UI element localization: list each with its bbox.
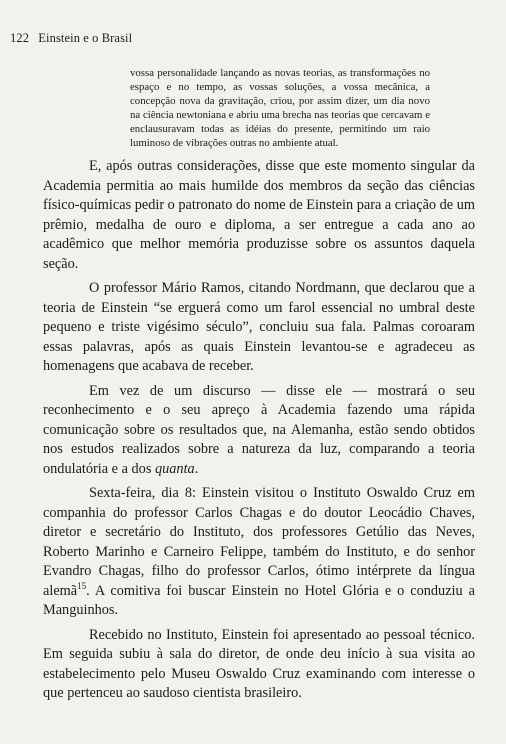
block-quote	[130, 67, 430, 150]
paragraph-4	[43, 484, 475, 621]
paragraph-5: Recebido no Instituto, Einstein foi apresentado ao pessoal técnico. Em seguida subiu à sala do diretor, de onde deu início à sua visita ao estabelecimento pelo Museu Oswaldo Cruz examinando com interesse o que pertenceu ao saudoso cientista brasileiro.	[43, 626, 475, 701]
paragraph-4-end: . A comitiva foi buscar Einstein no Hotel Glória e o conduziu a Manguinhos.	[43, 582, 475, 618]
paragraph-3-end: .	[194, 460, 199, 477]
body-text	[43, 157, 475, 709]
paragraph-1: E, após outras considerações, disse que este momento singular da Academia permitia ao mais humilde dos membros da seção das ciências físico-químicas pedir o patronato do nome de Einstein para a criação de um prêmio, medalha de ouro e diploma, a ser entregue a cada ano ao acadêmico que melhor memória produzisse sobre os assuntos daquela seção.	[43, 158, 475, 272]
paragraph-3-text: Em vez de um discurso — disse ele — mostrará o seu reconhecimento e o seu apreço à Academia fazendo uma rápida comunicação sobre os resultados que, na Alemanha, estão sendo obtidos nos estudos realizados sobre a natureza da luz, comparando a teoria ondulatória e a dos	[43, 382, 475, 477]
paragraph-2: O professor Mário Ramos, citando Nordmann, que declarou que a teoria de Einstein “se erguerá como um farol essencial no umbral deste pequeno e triste vigésimo século”, concluiu sua fala. Palmas coroaram essas palavras, após as quais Einstein levantou-se e agradeceu as homenagens que acabava de receber.	[43, 280, 475, 374]
footnote-marker: 15	[77, 580, 87, 591]
page-number: 122	[10, 31, 30, 45]
paragraph-4-text: Sexta-feira, dia 8: Einstein visitou o Instituto Oswaldo Cruz em companhia do professor Carlos Chagas e do doutor Leocádio Chaves, diretor e secretário do Instituto, dos professores Getúlio das Neves, Roberto Marinho e Carneiro Felippe, também do Instituto, e do senhor Evandro Chagas, filho do professor Carlos, ótimo intérprete da língua alemã	[43, 485, 475, 599]
quote-text: vossa personalidade lançando as novas teorias, as transformações no espaço e no tempo, as vossas soluções, a vossa mecânica, a concepção nova da gravitação, criou, por assim dizer, um dia novo na ciência newtoniana e abriu uma brecha nas teorias que cercavam e enclausuravam todas as idéias do presente, permitindo um raio luminoso de vibrações outras no ambiente atual.	[130, 67, 430, 149]
paragraph-3-italic: quanta	[154, 460, 195, 477]
paragraph-3	[43, 382, 475, 480]
running-title: Einstein e o Brasil	[38, 31, 133, 45]
running-header	[10, 31, 132, 46]
